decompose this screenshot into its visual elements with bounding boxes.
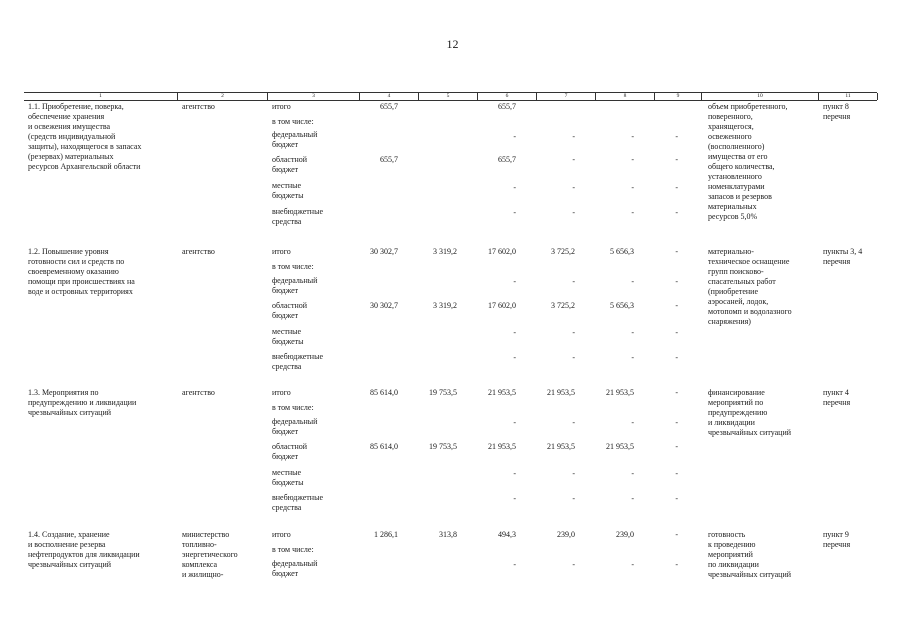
header-col-9: 9 — [654, 93, 701, 100]
value-cell: 239,0 — [557, 530, 575, 539]
value-cell: - — [572, 494, 575, 503]
header-col-1: 1 — [99, 93, 102, 99]
source-label: областной бюджет — [272, 442, 308, 461]
value-cell: - — [631, 418, 634, 427]
measure-title: 1.2. Повышение уровня готовности сил и средств по своевременному оказанию помощи при происшествиях на воде и островных территориях — [28, 247, 135, 296]
list-reference: пункт 4 перечня — [823, 388, 851, 407]
value-cell: 313,8 — [439, 530, 457, 539]
expected-result: финансирование мероприятий по предупреждению и ликвидации чрезвычайных ситуаций — [708, 388, 792, 437]
value-cell: - — [675, 301, 678, 310]
executor: агентство — [182, 388, 215, 397]
value-cell: - — [675, 560, 678, 569]
source-label: в том числе: — [272, 117, 314, 126]
value-cell: 19 753,5 — [429, 442, 457, 451]
value-cell: 239,0 — [616, 530, 634, 539]
value-cell: - — [675, 530, 678, 539]
source-label: местные бюджеты — [272, 327, 304, 346]
value-cell: - — [675, 388, 678, 397]
value-cell: - — [631, 560, 634, 569]
value-cell: - — [631, 469, 634, 478]
source-label: итого — [272, 388, 291, 397]
source-label: внебюджетные средства — [272, 352, 323, 371]
value-cell: 21 953,5 — [547, 442, 575, 451]
list-reference: пункт 9 перечня — [823, 530, 851, 549]
expected-result: объем приобретенного, поверенного, хранящегося, освеженного (восполненного) имущества от его общего количества, установленного номенклатурами запасов и резервов материальных ресурсов 5,0% — [708, 102, 788, 221]
value-cell: 655,7 — [380, 102, 398, 111]
value-cell: 3 725,2 — [551, 247, 575, 256]
table-header-row — [24, 92, 877, 101]
value-cell: - — [572, 277, 575, 286]
value-cell: 21 953,5 — [547, 388, 575, 397]
value-cell: 655,7 — [498, 155, 516, 164]
header-col-10: 10 — [701, 93, 818, 100]
value-cell: 30 302,7 — [370, 247, 398, 256]
value-cell: - — [572, 560, 575, 569]
value-cell: 5 656,3 — [610, 247, 634, 256]
value-cell: - — [572, 208, 575, 217]
source-label: в том числе: — [272, 403, 314, 412]
value-cell: - — [631, 328, 634, 337]
expected-result: материально- техническое оснащение групп поисково- спасательных работ (приобретение аэросаней, лодок, мотопомп и водолазного снаряжения) — [708, 247, 792, 326]
value-cell: 1 286,1 — [374, 530, 398, 539]
value-cell: - — [675, 277, 678, 286]
list-reference: пункт 8 перечня — [823, 102, 851, 121]
header-col-8: 8 — [595, 93, 654, 100]
value-cell: 21 953,5 — [488, 442, 516, 451]
source-label: в том числе: — [272, 545, 314, 554]
value-cell: 3 319,2 — [433, 247, 457, 256]
value-cell: - — [572, 155, 575, 164]
source-label: итого — [272, 247, 291, 256]
value-cell: - — [631, 183, 634, 192]
source-label: федеральный бюджет — [272, 130, 318, 149]
source-label: внебюджетные средства — [272, 207, 323, 226]
measure-title: 1.1. Приобретение, поверка, обеспечение хранения и освежения имущества (средств индивидуальной защиты), находящегося в запасах (резервах) материальных ресурсов Архангельской области — [28, 102, 142, 171]
executor: министерство топливно- энергетического комплекса и жилищно- — [182, 530, 238, 579]
header-col-5: 5 — [418, 93, 477, 100]
value-cell: - — [675, 155, 678, 164]
value-cell: - — [675, 328, 678, 337]
value-cell: 17 602,0 — [488, 247, 516, 256]
value-cell: - — [675, 442, 678, 451]
source-label: областной бюджет — [272, 155, 308, 174]
source-label: в том числе: — [272, 262, 314, 271]
source-label: внебюджетные средства — [272, 493, 323, 512]
header-col-4: 4 — [359, 93, 418, 100]
list-reference: пункты 3, 4 перечня — [823, 247, 863, 266]
value-cell: - — [675, 469, 678, 478]
value-cell: - — [513, 494, 516, 503]
value-cell: 5 656,3 — [610, 301, 634, 310]
value-cell: - — [572, 353, 575, 362]
value-cell: - — [631, 155, 634, 164]
value-cell: - — [631, 494, 634, 503]
value-cell: 85 614,0 — [370, 442, 398, 451]
value-cell: - — [572, 469, 575, 478]
value-cell: - — [631, 208, 634, 217]
source-label: итого — [272, 102, 291, 111]
value-cell: - — [513, 469, 516, 478]
value-cell: - — [675, 183, 678, 192]
executor: агентство — [182, 102, 215, 111]
value-cell: - — [675, 132, 678, 141]
expected-result: готовность к проведению мероприятий по ликвидации чрезвычайных ситуаций — [708, 530, 792, 579]
value-cell: - — [513, 328, 516, 337]
header-col-2: 2 — [177, 93, 267, 100]
value-cell: - — [675, 247, 678, 256]
value-cell: 3 319,2 — [433, 301, 457, 310]
source-label: федеральный бюджет — [272, 559, 318, 578]
measure-title: 1.4. Создание, хранение и восполнение резерва нефтепродуктов для ликвидации чрезвычайных ситуаций — [28, 530, 140, 569]
value-cell: - — [572, 132, 575, 141]
source-label: федеральный бюджет — [272, 276, 318, 295]
value-cell: - — [572, 183, 575, 192]
measure-title: 1.3. Мероприятия по предупреждению и ликвидации чрезвычайных ситуаций — [28, 388, 137, 417]
source-label: местные бюджеты — [272, 181, 304, 200]
value-cell: - — [572, 328, 575, 337]
value-cell: 3 725,2 — [551, 301, 575, 310]
value-cell: - — [513, 208, 516, 217]
value-cell: - — [675, 418, 678, 427]
value-cell: 30 302,7 — [370, 301, 398, 310]
source-label: итого — [272, 530, 291, 539]
source-label: федеральный бюджет — [272, 417, 318, 436]
value-cell: - — [513, 418, 516, 427]
value-cell: - — [513, 560, 516, 569]
header-col-3: 3 — [267, 93, 359, 100]
value-cell: - — [675, 208, 678, 217]
header-col-11: 11 — [818, 93, 877, 100]
header-col-6: 6 — [477, 93, 536, 100]
value-cell: - — [572, 418, 575, 427]
source-label: областной бюджет — [272, 301, 308, 320]
value-cell: - — [675, 494, 678, 503]
value-cell: 85 614,0 — [370, 388, 398, 397]
value-cell: - — [513, 277, 516, 286]
executor: агентство — [182, 247, 215, 256]
value-cell: 494,3 — [498, 530, 516, 539]
value-cell: - — [675, 353, 678, 362]
value-cell: - — [631, 277, 634, 286]
page-number: 12 — [446, 37, 459, 51]
value-cell: 21 953,5 — [488, 388, 516, 397]
value-cell: - — [513, 183, 516, 192]
value-cell: 17 602,0 — [488, 301, 516, 310]
value-cell: - — [631, 132, 634, 141]
value-cell: - — [513, 353, 516, 362]
value-cell: 19 753,5 — [429, 388, 457, 397]
header-col-7: 7 — [536, 93, 595, 100]
value-cell: 655,7 — [498, 102, 516, 111]
source-label: местные бюджеты — [272, 468, 304, 487]
value-cell: 655,7 — [380, 155, 398, 164]
value-cell: 21 953,5 — [606, 442, 634, 451]
value-cell: 21 953,5 — [606, 388, 634, 397]
value-cell: - — [513, 132, 516, 141]
value-cell: - — [631, 353, 634, 362]
